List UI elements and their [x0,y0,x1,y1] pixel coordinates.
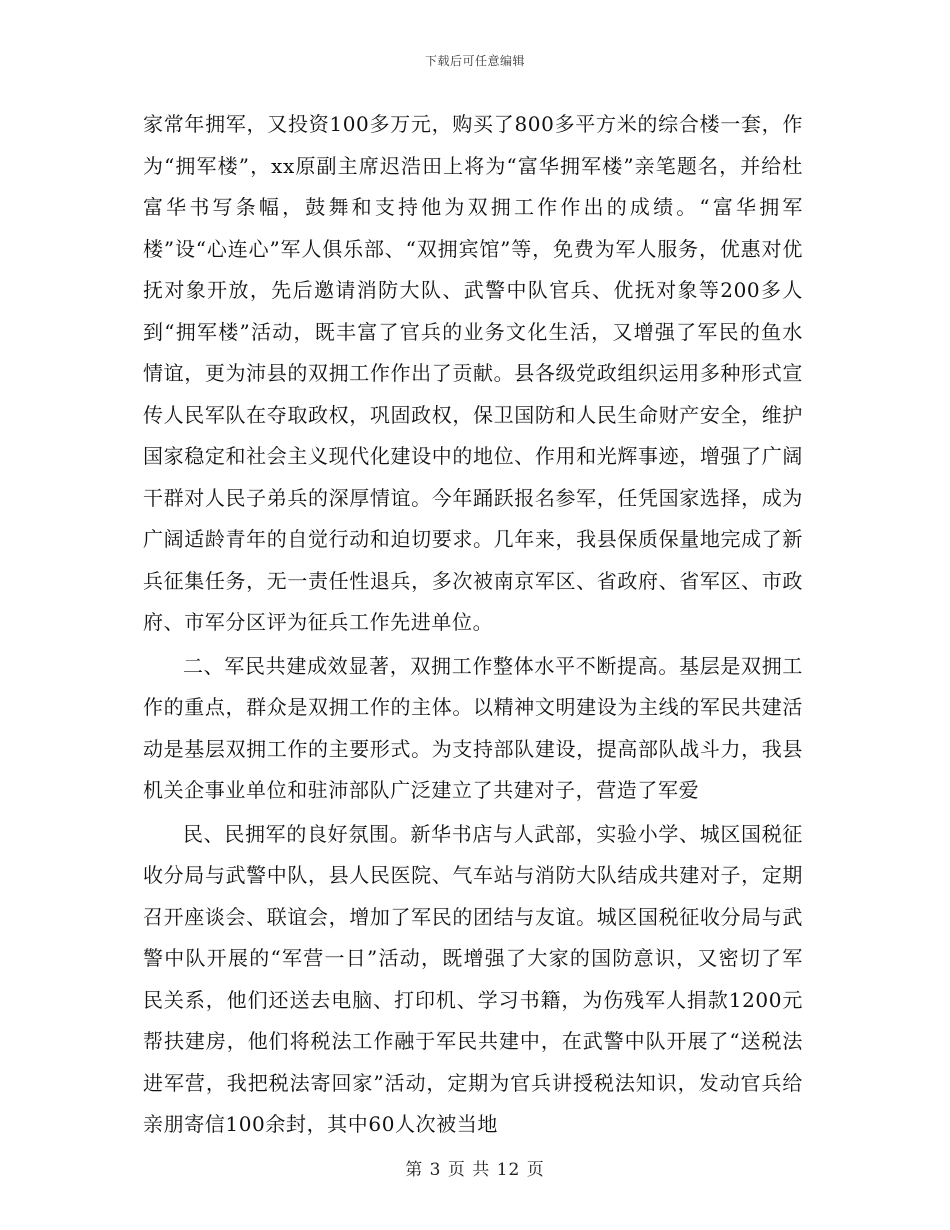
document-body [143,104,803,1146]
paragraph-3: 民、民拥军的良好氛围。新华书店与人武部，实验小学、城区国税征收分局与武警中队，县人民医院、气车站与消防大队结成共建对子，定期召开座谈会、联谊会，增加了军民的团结与友谊。城区国税征收分局与武警中队开展的“军营一日”活动，既增强了大家的国防意识，又密切了军民关系，他们还送去电脑、打印机、学习书籍，为伤残军人捐款1200元帮扶建房，他们将税法工作融于军民共建中，在武警中队开展了“送税法进军营，我把税法寄回家”活动，定期为官兵讲授税法知识，发动官兵给亲朋寄信100余封，其中60人次被当地 [143,821,803,1136]
page-header-note: 下载后可任意编辑 [424,54,525,68]
paragraph-2: 二、军民共建成效显著，双拥工作整体水平不断提高。基层是双拥工作的重点，群众是双拥工作的主体。以精神文明建设为主线的军民共建活动是基层双拥工作的主要形式。为支持部队建设，提高部队战斗力，我县机关企事业单位和驻沛部队广泛建立了共建对子，营造了军爱 [143,653,803,802]
paragraph-1: 家常年拥军，又投资100多万元，购买了800多平方米的综合楼一套，作为“拥军楼”，xx原副主席迟浩田上将为“富华拥军楼”亲笔题名，并给杜富华书写条幅，鼓舞和支持他为双拥工作作出的成绩。“富华拥军楼”设“心连心”军人俱乐部、“双拥宾馆”等，免费为军人服务，优惠对优抚对象开放，先后邀请消防大队、武警中队官兵、优抚对象等200多人到“拥军楼”活动，既丰富了官兵的业务文化生活，又增强了军民的鱼水情谊，更为沛县的双拥工作作出了贡献。县各级党政组织运用多种形式宣传人民军队在夺取政权，巩固政权，保卫国防和人民生命财产安全，维护国家稳定和社会主义现代化建设中的地位、作用和光辉事迹，增强了广阔干群对人民子弟兵的深厚情谊。今年踊跃报名参军，任凭国家选择，成为广阔适龄青年的自觉行动和迫切要求。几年来，我县保质保量地完成了新兵征集任务，无一责任性退兵，多次被南京军区、省政府、省军区、市政府、市军分区评为征兵工作先进单位。 [143,112,803,634]
page-number-footer: 第 3 页 共 12 页 [405,1160,545,1180]
